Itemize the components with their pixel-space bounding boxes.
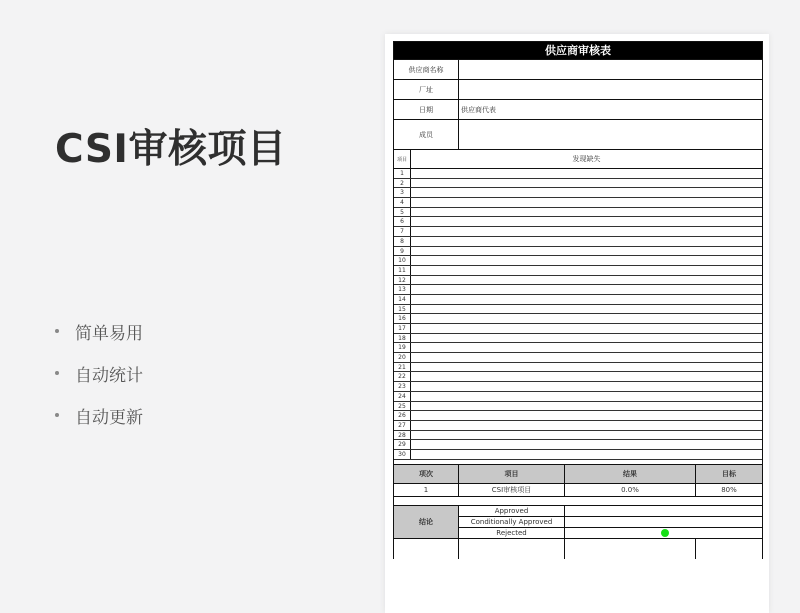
info-value [459, 120, 762, 149]
defect-row [394, 305, 762, 315]
defect-number: 11 [394, 266, 411, 275]
signature-cell [394, 539, 459, 559]
defect-description [411, 305, 762, 314]
defect-row [394, 363, 762, 373]
defect-description [411, 421, 762, 430]
defect-number: 9 [394, 247, 411, 256]
conclusion-option: Conditionally Approved [459, 517, 564, 528]
defects-no-header: 项目 [394, 150, 411, 168]
conclusion-marks [565, 506, 762, 538]
feature-label: 自动统计 [75, 365, 143, 386]
conclusion-option: Rejected [496, 528, 527, 537]
form-title: 供应商审核表 [394, 42, 762, 59]
form-preview [385, 34, 769, 613]
defect-number: 3 [394, 188, 411, 197]
mark-cell [565, 528, 762, 538]
defect-row [394, 285, 762, 295]
defect-row [394, 295, 762, 305]
signature-cell [565, 539, 696, 559]
defect-number: 19 [394, 343, 411, 352]
defects-desc-header: 发现缺失 [572, 155, 601, 163]
signature-cell [696, 539, 762, 559]
info-row-supplier [394, 59, 762, 79]
summary-row [394, 484, 762, 497]
defect-row [394, 314, 762, 324]
defect-description [411, 334, 762, 343]
defect-number: 17 [394, 324, 411, 333]
info-row-date [394, 99, 762, 119]
defect-number: 22 [394, 372, 411, 381]
defect-number: 18 [394, 334, 411, 343]
defect-number: 4 [394, 198, 411, 207]
defect-row [394, 392, 762, 402]
defect-description [411, 440, 762, 449]
defect-description [411, 363, 762, 372]
defect-description [411, 237, 762, 246]
feature-list [55, 310, 143, 436]
bullet-dot-icon [55, 413, 59, 417]
defect-row [394, 440, 762, 450]
defect-description [411, 343, 762, 352]
feature-item [55, 352, 143, 394]
info-label: 日期 [394, 100, 459, 119]
summary-cell: 1 [394, 484, 459, 496]
defect-row [394, 450, 762, 460]
feature-label: 简单易用 [75, 323, 143, 344]
bullet-dot-icon [55, 371, 59, 375]
defect-row [394, 198, 762, 208]
defect-number: 10 [394, 256, 411, 265]
defect-number: 29 [394, 440, 411, 449]
defect-number: 14 [394, 295, 411, 304]
signature-row [394, 538, 762, 559]
defect-number: 16 [394, 314, 411, 323]
defect-row [394, 208, 762, 218]
feature-item [55, 394, 143, 436]
defect-row [394, 431, 762, 441]
defect-row [394, 402, 762, 412]
summary-cell: CSI审核项目 [459, 484, 565, 496]
summary-cell: 80% [721, 485, 737, 494]
defect-row [394, 237, 762, 247]
defect-row [394, 247, 762, 257]
summary-header [394, 465, 762, 484]
defect-row [394, 324, 762, 334]
defect-number: 8 [394, 237, 411, 246]
defect-number: 1 [394, 169, 411, 178]
info-row-members [394, 119, 762, 149]
defect-number: 26 [394, 411, 411, 420]
defect-description [411, 188, 762, 197]
defect-description [411, 450, 762, 459]
defect-row [394, 372, 762, 382]
defect-description [411, 198, 762, 207]
defect-number: 24 [394, 392, 411, 401]
defect-description [411, 169, 762, 178]
signature-cell [459, 539, 565, 559]
defect-row [394, 217, 762, 227]
defect-description [411, 247, 762, 256]
defect-number: 7 [394, 227, 411, 236]
defect-row [394, 382, 762, 392]
info-row-address [394, 79, 762, 99]
defect-row [394, 353, 762, 363]
conclusion-block [394, 505, 762, 538]
defect-description [411, 314, 762, 323]
defect-description [411, 266, 762, 275]
defect-description [411, 411, 762, 420]
info-value: 供应商代表 [461, 105, 496, 114]
defect-description [411, 179, 762, 188]
defect-number: 20 [394, 353, 411, 362]
mark-cell [565, 517, 762, 528]
info-value [459, 80, 762, 99]
headline: CSI审核项目 [55, 127, 287, 172]
defect-description [411, 402, 762, 411]
defect-description [411, 227, 762, 236]
defect-number: 25 [394, 402, 411, 411]
mark-cell [565, 506, 762, 517]
defect-row [394, 334, 762, 344]
defect-number: 27 [394, 421, 411, 430]
defect-row [394, 179, 762, 189]
defect-row [394, 188, 762, 198]
defect-row [394, 276, 762, 286]
status-dot-icon [661, 529, 669, 537]
info-label: 成员 [394, 120, 459, 149]
defect-number: 12 [394, 276, 411, 285]
conclusion-label: 结论 [394, 506, 459, 538]
defect-row [394, 411, 762, 421]
summary-header-cell: 目标 [722, 469, 736, 478]
defect-number: 2 [394, 179, 411, 188]
bullet-dot-icon [55, 329, 59, 333]
defect-description [411, 285, 762, 294]
defect-description [411, 324, 762, 333]
defect-description [411, 276, 762, 285]
defect-number: 5 [394, 208, 411, 217]
defect-number: 15 [394, 305, 411, 314]
defect-number: 21 [394, 363, 411, 372]
defect-description [411, 382, 762, 391]
info-label: 供应商名称 [394, 60, 459, 79]
feature-label: 自动更新 [75, 407, 143, 428]
feature-item [55, 310, 143, 352]
defect-description [411, 256, 762, 265]
summary-cell: 0.0% [565, 484, 696, 496]
conclusion-option: Approved [459, 506, 564, 517]
summary-header-cell: 项目 [459, 465, 565, 483]
defect-description [411, 372, 762, 381]
defect-row [394, 169, 762, 179]
info-value [459, 60, 762, 79]
audit-sheet [393, 41, 763, 559]
defect-row [394, 343, 762, 353]
defect-row [394, 227, 762, 237]
defect-description [411, 217, 762, 226]
defect-number: 23 [394, 382, 411, 391]
defect-row [394, 256, 762, 266]
defect-number: 28 [394, 431, 411, 440]
defect-number: 13 [394, 285, 411, 294]
defects-header [394, 149, 762, 169]
defect-description [411, 392, 762, 401]
defect-row [394, 266, 762, 276]
summary-header-cell: 结果 [565, 465, 696, 483]
defect-description [411, 353, 762, 362]
conclusion-options [459, 506, 565, 538]
defect-description [411, 431, 762, 440]
defects-table [394, 169, 762, 460]
defect-description [411, 208, 762, 217]
defect-description [411, 295, 762, 304]
summary-header-cell: 项次 [394, 465, 459, 483]
defect-number: 30 [394, 450, 411, 459]
info-label: 厂址 [394, 80, 459, 99]
defect-row [394, 421, 762, 431]
defect-number: 6 [394, 217, 411, 226]
